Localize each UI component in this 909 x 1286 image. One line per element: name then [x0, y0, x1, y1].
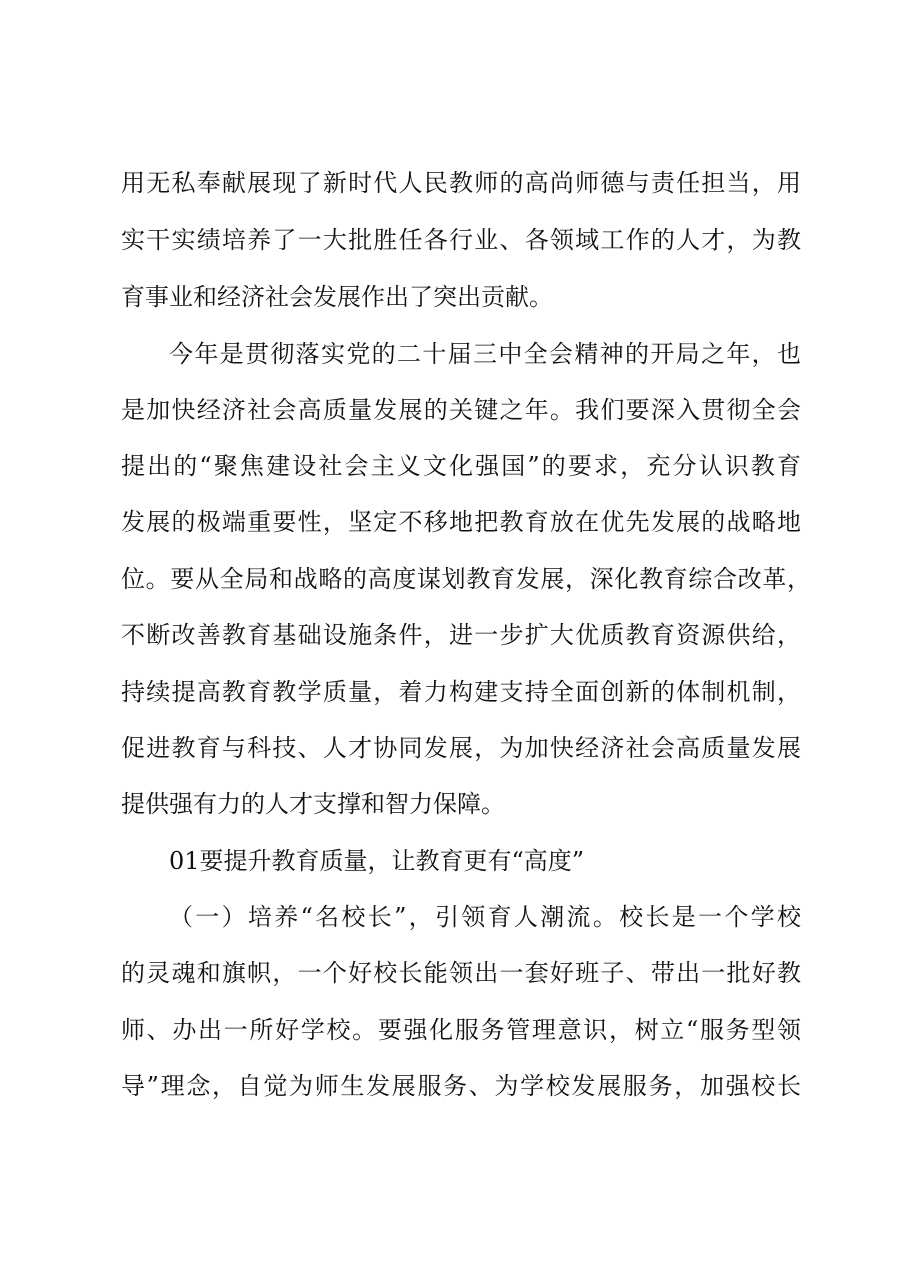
text-line: 导”理念，自觉为师生发展服务、为学校发展服务，加强校长 — [121, 1072, 801, 1100]
text-line: 师、办出一所好学校。要强化服务管理意识，树立“服务型领 — [121, 1016, 801, 1044]
section-heading: 01要提升教育质量，让教育更有“高度” — [169, 847, 585, 875]
text-line: 促进教育与科技、人才协同发展，为加快经济社会高质量发展 — [121, 734, 801, 762]
text-line: 今年是贯彻落实党的二十届三中全会精神的开局之年，也 — [169, 340, 801, 368]
text-line: 用无私奉献展现了新时代人民教师的高尚师德与责任担当，用 — [121, 169, 801, 197]
text-line: 的灵魂和旗帜，一个好校长能领出一套好班子、带出一批好教 — [121, 959, 801, 987]
text-line: 不断改善教育基础设施条件，进一步扩大优质教育资源供给， — [121, 621, 801, 649]
text-line: 育事业和经济社会发展作出了突出贡献。 — [121, 283, 553, 311]
text-line: 提出的“聚焦建设社会主义文化强国”的要求，充分认识教育 — [121, 452, 801, 480]
text-line: （一）培养“名校长”，引领育人潮流。校长是一个学校 — [169, 903, 801, 931]
text-line: 实干实绩培养了一大批胜任各行业、各领域工作的人才，为教 — [121, 226, 801, 254]
text-line: 发展的极端重要性，坚定不移地把教育放在优先发展的战略地 — [121, 508, 801, 536]
text-line: 是加快经济社会高质量发展的关键之年。我们要深入贯彻全会 — [121, 396, 801, 424]
text-line: 位。要从全局和战略的高度谋划教育发展，深化教育综合改革， — [121, 565, 811, 593]
text-line: 提供强有力的人才支撑和智力保障。 — [121, 790, 505, 818]
text-line: 持续提高教育教学质量，着力构建支持全面创新的体制机制， — [121, 678, 801, 706]
